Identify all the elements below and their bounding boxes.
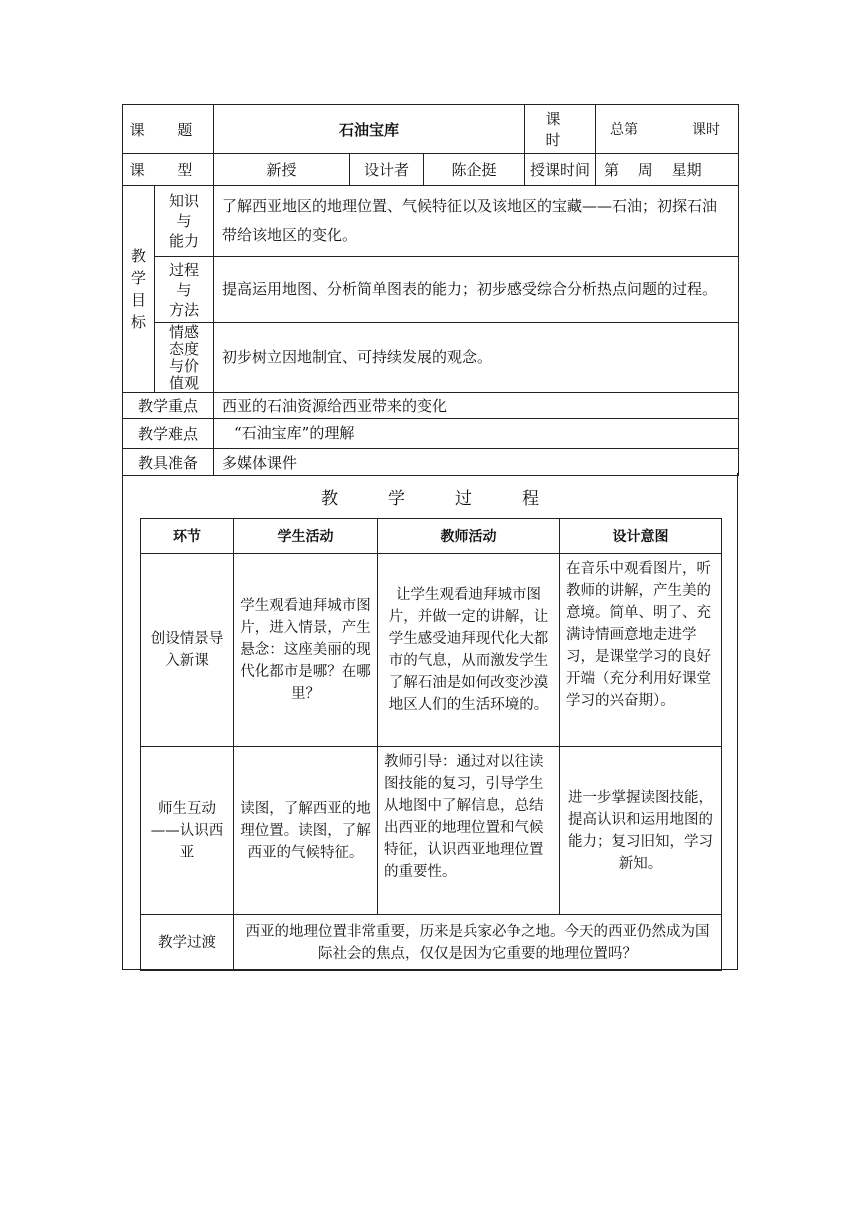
header-student: 学生活动 <box>234 519 378 554</box>
process-row-2 <box>141 747 722 915</box>
designer-value: 陈企挺 <box>424 154 525 186</box>
header-intent: 设计意图 <box>560 519 722 554</box>
objective-label-process: 过程 与 方法 <box>155 257 214 323</box>
time-label: 授课时间 <box>525 154 596 186</box>
objectives-group-label: 教 学 目 标 <box>123 186 155 393</box>
time-value: 第 周 星期 <box>596 154 739 186</box>
teacher-activity-cell: 教师引导：通过对以往读图技能的复习，引导学生从地图中了解信息，总结出西亚的地理位置和气候特征，认识西亚地理位置的重要性。 <box>378 747 560 915</box>
design-intent-cell: 进一步掌握读图技能，提高认识和运用地图的能力；复习旧知，学习新知。 <box>560 747 722 915</box>
type-value: 新授 <box>214 154 350 186</box>
materials-label: 教具准备 <box>123 449 214 476</box>
period-label: 课 时 <box>525 105 596 154</box>
student-activity-cell: 读图，了解西亚的地理位置。读图，了解西亚的气候特征。 <box>234 747 378 915</box>
transition-row <box>141 915 722 971</box>
teacher-activity-cell: 让学生观看迪拜城市图片，并做一定的讲解，让学生感受迪拜现代化大都市的气息，从而激发学生了解石油是如何改变沙漠地区人们的生活环境的。 <box>378 554 560 747</box>
type-label: 课 型 <box>123 154 214 186</box>
objective-row-2 <box>123 257 739 323</box>
materials-row <box>123 449 739 476</box>
design-intent-cell: 在音乐中观看图片，听教师的讲解，产生美的意境。简单、明了、充满诗情画意地走进学习，是课堂学习的良好开端（充分利用好课堂学习的兴奋期）。 <box>560 554 722 747</box>
process-title: 教学过程 <box>321 489 589 509</box>
objective-row-3 <box>123 323 739 393</box>
difficulty-value: “石油宝库”的理解 <box>214 419 739 449</box>
objective-text-knowledge: 了解西亚地区的地理位置、气候特征以及该地区的宝藏——石油；初探石油带给该地区的变化。 <box>214 186 739 257</box>
period-total: 总第 <box>610 122 639 138</box>
process-header-row <box>141 519 722 554</box>
key-points-row <box>123 393 739 419</box>
stage-cell: 师生互动——认识西亚 <box>141 747 234 915</box>
topic-value: 石油宝库 <box>214 105 525 154</box>
key-points-label: 教学重点 <box>123 393 214 419</box>
transition-text: 西亚的地理位置非常重要，历来是兵家必争之地。今天的西亚仍然成为国际社会的焦点，仅仅是因为它重要的地理位置吗？ <box>234 915 722 971</box>
objective-row-1 <box>123 186 739 257</box>
difficulty-row <box>123 419 739 449</box>
period-value <box>596 105 739 154</box>
lesson-plan-table <box>122 104 739 476</box>
process-table <box>140 518 722 971</box>
designer-label: 设计者 <box>350 154 424 186</box>
period-unit: 课时 <box>692 122 721 138</box>
transition-label: 教学过渡 <box>141 915 234 971</box>
stage-cell: 创设情景导入新课 <box>141 554 234 747</box>
objective-label-emotion: 情感 态度 与价 值观 <box>155 323 214 393</box>
objective-label-knowledge: 知识 与 能力 <box>155 186 214 257</box>
student-activity-cell: 学生观看迪拜城市图片，进入情景，产生悬念：这座美丽的现代化都市是哪？在哪里？ <box>234 554 378 747</box>
topic-row <box>123 105 739 154</box>
type-row <box>123 154 739 186</box>
topic-label: 课 题 <box>123 105 214 154</box>
key-points-value: 西亚的石油资源给西亚带来的变化 <box>214 393 739 419</box>
process-row-1 <box>141 554 722 747</box>
objective-text-process: 提高运用地图、分析简单图表的能力；初步感受综合分析热点问题的过程。 <box>214 257 739 323</box>
materials-value: 多媒体课件 <box>214 449 739 476</box>
header-stage: 环节 <box>141 519 234 554</box>
difficulty-label: 教学难点 <box>123 419 214 449</box>
header-teacher: 教师活动 <box>378 519 560 554</box>
objective-text-emotion: 初步树立因地制宜、可持续发展的观念。 <box>214 323 739 393</box>
